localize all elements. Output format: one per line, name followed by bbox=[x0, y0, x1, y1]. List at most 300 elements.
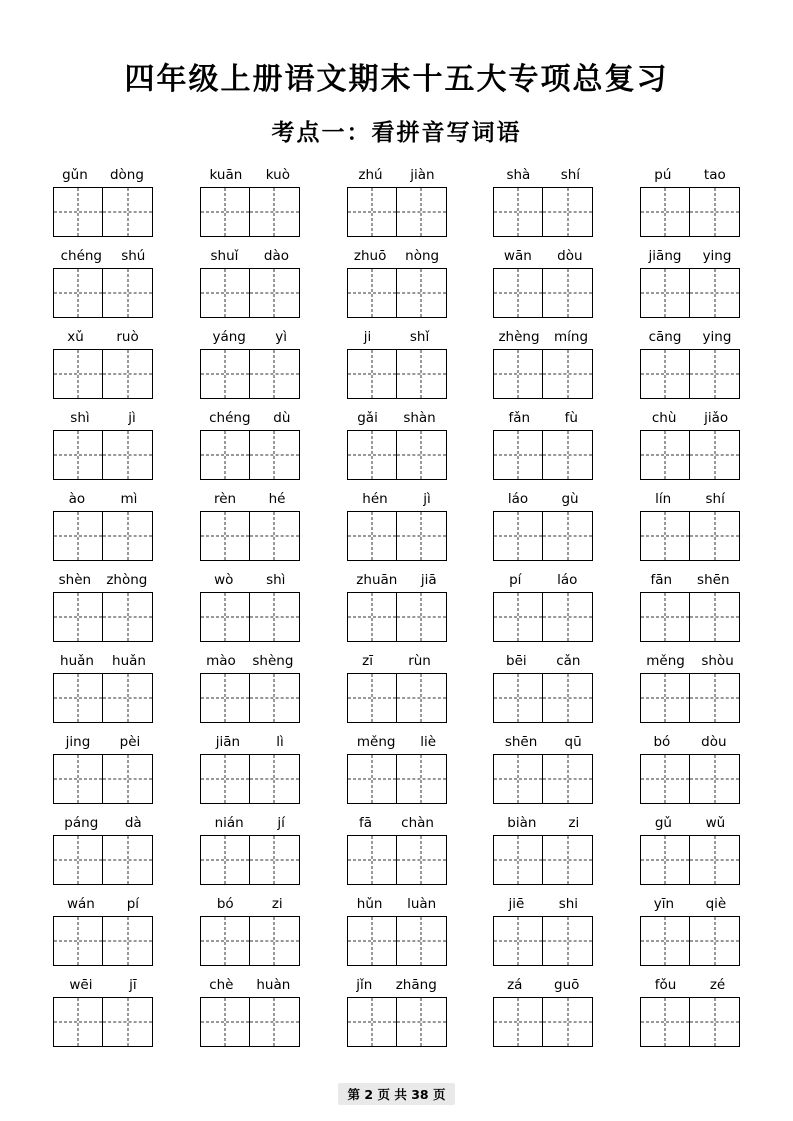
word-item bbox=[40, 732, 166, 804]
tianzige-pair[interactable] bbox=[53, 916, 153, 966]
pinyin-syllable: wēi bbox=[69, 977, 93, 993]
pinyin-syllable: bó bbox=[653, 734, 671, 750]
tianzige-box[interactable] bbox=[543, 511, 593, 561]
tianzige-pair[interactable] bbox=[200, 754, 300, 804]
tianzige-box[interactable] bbox=[347, 673, 397, 723]
tianzige-box[interactable] bbox=[250, 754, 300, 804]
pinyin-label bbox=[198, 651, 302, 671]
pinyin-syllable: pí bbox=[509, 572, 522, 588]
tianzige-box[interactable] bbox=[53, 835, 103, 885]
pinyin-syllable: hǔn bbox=[356, 896, 383, 912]
tianzige-pair[interactable] bbox=[200, 997, 300, 1047]
tianzige-box[interactable] bbox=[640, 430, 690, 480]
tianzige-box[interactable] bbox=[543, 349, 593, 399]
tianzige-pair[interactable] bbox=[347, 349, 447, 399]
word-item bbox=[627, 246, 753, 318]
tianzige-pair[interactable] bbox=[347, 430, 447, 480]
tianzige-box[interactable] bbox=[690, 754, 740, 804]
tianzige-pair[interactable] bbox=[53, 673, 153, 723]
pinyin-label bbox=[638, 651, 742, 671]
tianzige-pair[interactable] bbox=[493, 754, 593, 804]
pinyin-label bbox=[491, 165, 595, 185]
tianzige-pair[interactable] bbox=[53, 754, 153, 804]
tianzige-pair[interactable] bbox=[493, 268, 593, 318]
tianzige-box[interactable] bbox=[53, 511, 103, 561]
word-item bbox=[480, 813, 606, 885]
pinyin-label bbox=[491, 975, 595, 995]
tianzige-box[interactable] bbox=[397, 835, 447, 885]
pinyin-syllable: shú bbox=[121, 248, 146, 264]
pinyin-label bbox=[51, 732, 155, 752]
word-item bbox=[187, 732, 313, 804]
pinyin-syllable: hé bbox=[268, 491, 286, 507]
word-row bbox=[40, 246, 753, 318]
tianzige-pair[interactable] bbox=[493, 916, 593, 966]
tianzige-box[interactable] bbox=[690, 511, 740, 561]
tianzige-box[interactable] bbox=[493, 349, 543, 399]
tianzige-box[interactable] bbox=[347, 916, 397, 966]
tianzige-pair[interactable] bbox=[347, 835, 447, 885]
tianzige-box[interactable] bbox=[53, 997, 103, 1047]
footer-suffix: 页 bbox=[432, 1087, 446, 1102]
tianzige-box[interactable] bbox=[250, 997, 300, 1047]
tianzige-box[interactable] bbox=[347, 430, 397, 480]
tianzige-box[interactable] bbox=[397, 673, 447, 723]
tianzige-pair[interactable] bbox=[493, 673, 593, 723]
pinyin-syllable: shèng bbox=[252, 653, 294, 669]
tianzige-pair[interactable] bbox=[640, 916, 740, 966]
tianzige-box[interactable] bbox=[690, 349, 740, 399]
pinyin-syllable: jì bbox=[128, 410, 136, 426]
pinyin-syllable: gǔn bbox=[62, 167, 88, 183]
tianzige-box[interactable] bbox=[493, 268, 543, 318]
tianzige-box[interactable] bbox=[250, 349, 300, 399]
tianzige-box[interactable] bbox=[250, 592, 300, 642]
tianzige-box[interactable] bbox=[53, 349, 103, 399]
word-row bbox=[40, 489, 753, 561]
tianzige-box[interactable] bbox=[543, 997, 593, 1047]
tianzige-pair[interactable] bbox=[493, 835, 593, 885]
pinyin-syllable: páng bbox=[64, 815, 99, 831]
word-item bbox=[187, 246, 313, 318]
pinyin-syllable: fā bbox=[359, 815, 373, 831]
pinyin-label bbox=[491, 732, 595, 752]
word-item bbox=[334, 165, 460, 237]
tianzige-pair[interactable] bbox=[640, 754, 740, 804]
tianzige-pair[interactable] bbox=[640, 673, 740, 723]
pinyin-syllable: gǔ bbox=[654, 815, 672, 831]
word-row bbox=[40, 165, 753, 237]
tianzige-pair[interactable] bbox=[493, 187, 593, 237]
tianzige-box[interactable] bbox=[640, 754, 690, 804]
word-item bbox=[187, 165, 313, 237]
tianzige-box[interactable] bbox=[690, 187, 740, 237]
tianzige-box[interactable] bbox=[250, 916, 300, 966]
tianzige-pair[interactable] bbox=[200, 349, 300, 399]
pinyin-syllable: guō bbox=[554, 977, 580, 993]
pinyin-syllable: shì bbox=[266, 572, 286, 588]
pinyin-syllable: nòng bbox=[405, 248, 440, 264]
pinyin-syllable: biàn bbox=[507, 815, 537, 831]
tianzige-pair[interactable] bbox=[640, 187, 740, 237]
pinyin-label bbox=[345, 408, 449, 428]
tianzige-pair[interactable] bbox=[347, 997, 447, 1047]
pinyin-syllable: shàn bbox=[403, 410, 436, 426]
word-item bbox=[627, 327, 753, 399]
pinyin-syllable: yáng bbox=[212, 329, 246, 345]
tianzige-box[interactable] bbox=[397, 997, 447, 1047]
pinyin-label bbox=[638, 894, 742, 914]
tianzige-pair[interactable] bbox=[53, 592, 153, 642]
word-item bbox=[334, 732, 460, 804]
tianzige-box[interactable] bbox=[250, 430, 300, 480]
tianzige-pair[interactable] bbox=[493, 511, 593, 561]
tianzige-pair[interactable] bbox=[53, 349, 153, 399]
pinyin-syllable: shēn bbox=[697, 572, 730, 588]
pinyin-label bbox=[51, 813, 155, 833]
tianzige-box[interactable] bbox=[347, 997, 397, 1047]
tianzige-box[interactable] bbox=[200, 835, 250, 885]
pinyin-label bbox=[638, 489, 742, 509]
pinyin-syllable: jī bbox=[129, 977, 137, 993]
tianzige-pair[interactable] bbox=[200, 592, 300, 642]
tianzige-box[interactable] bbox=[640, 349, 690, 399]
pinyin-label bbox=[638, 975, 742, 995]
tianzige-box[interactable] bbox=[493, 835, 543, 885]
pinyin-syllable: cǎn bbox=[556, 653, 581, 669]
word-item bbox=[40, 651, 166, 723]
pinyin-syllable: shuǐ bbox=[210, 248, 239, 264]
pinyin-syllable: wān bbox=[503, 248, 532, 264]
tianzige-box[interactable] bbox=[250, 268, 300, 318]
tianzige-box[interactable] bbox=[250, 187, 300, 237]
pinyin-syllable: dù bbox=[273, 410, 291, 426]
word-item bbox=[40, 975, 166, 1047]
pinyin-syllable: mào bbox=[206, 653, 236, 669]
tianzige-box[interactable] bbox=[690, 268, 740, 318]
pinyin-syllable: qiè bbox=[705, 896, 727, 912]
tianzige-box[interactable] bbox=[250, 835, 300, 885]
tianzige-box[interactable] bbox=[690, 592, 740, 642]
pinyin-syllable: wò bbox=[214, 572, 234, 588]
word-item bbox=[40, 489, 166, 561]
tianzige-pair[interactable] bbox=[200, 916, 300, 966]
tianzige-pair[interactable] bbox=[640, 835, 740, 885]
tianzige-pair[interactable] bbox=[347, 592, 447, 642]
tianzige-pair[interactable] bbox=[200, 835, 300, 885]
section-subtitle: 考点一：看拼音写词语 bbox=[271, 120, 522, 145]
pinyin-syllable: huǎn bbox=[60, 653, 94, 669]
pinyin-syllable: zé bbox=[709, 977, 726, 993]
pinyin-syllable: rèn bbox=[214, 491, 237, 507]
tianzige-pair[interactable] bbox=[640, 511, 740, 561]
pinyin-label bbox=[345, 894, 449, 914]
tianzige-pair[interactable] bbox=[347, 187, 447, 237]
tianzige-box[interactable] bbox=[543, 916, 593, 966]
tianzige-box[interactable] bbox=[53, 268, 103, 318]
pinyin-syllable: zhú bbox=[358, 167, 383, 183]
tianzige-pair[interactable] bbox=[347, 673, 447, 723]
tianzige-box[interactable] bbox=[397, 592, 447, 642]
pinyin-label bbox=[51, 651, 155, 671]
tianzige-box[interactable] bbox=[103, 511, 153, 561]
tianzige-box[interactable] bbox=[200, 673, 250, 723]
pinyin-syllable: chè bbox=[209, 977, 234, 993]
tianzige-box[interactable] bbox=[53, 916, 103, 966]
pinyin-syllable: láo bbox=[557, 572, 578, 588]
tianzige-box[interactable] bbox=[347, 592, 397, 642]
pinyin-label bbox=[345, 975, 449, 995]
tianzige-box[interactable] bbox=[103, 268, 153, 318]
pinyin-label bbox=[198, 732, 302, 752]
pinyin-label bbox=[638, 570, 742, 590]
word-item bbox=[40, 570, 166, 642]
tianzige-box[interactable] bbox=[640, 511, 690, 561]
word-row bbox=[40, 327, 753, 399]
tianzige-box[interactable] bbox=[200, 997, 250, 1047]
pinyin-syllable: zi bbox=[271, 896, 283, 912]
tianzige-box[interactable] bbox=[53, 754, 103, 804]
footer-middle: 页 共 bbox=[377, 1087, 407, 1102]
pinyin-syllable: kuò bbox=[265, 167, 290, 183]
word-item bbox=[627, 894, 753, 966]
pinyin-syllable: fān bbox=[650, 572, 673, 588]
tianzige-box[interactable] bbox=[640, 673, 690, 723]
tianzige-box[interactable] bbox=[103, 349, 153, 399]
pinyin-label bbox=[638, 327, 742, 347]
pinyin-syllable: luàn bbox=[407, 896, 437, 912]
pinyin-syllable: láo bbox=[507, 491, 529, 507]
pinyin-label bbox=[345, 570, 449, 590]
tianzige-pair[interactable] bbox=[640, 268, 740, 318]
tianzige-box[interactable] bbox=[53, 673, 103, 723]
pinyin-label bbox=[345, 651, 449, 671]
pinyin-syllable: jiǎo bbox=[704, 410, 729, 426]
pinyin-label bbox=[51, 165, 155, 185]
tianzige-pair[interactable] bbox=[200, 430, 300, 480]
tianzige-pair[interactable] bbox=[200, 673, 300, 723]
tianzige-pair[interactable] bbox=[53, 997, 153, 1047]
pinyin-syllable: ào bbox=[68, 491, 86, 507]
tianzige-pair[interactable] bbox=[493, 430, 593, 480]
word-row bbox=[40, 732, 753, 804]
pinyin-syllable: ji bbox=[363, 329, 372, 345]
word-item bbox=[40, 327, 166, 399]
tianzige-pair[interactable] bbox=[200, 187, 300, 237]
pinyin-syllable: zī bbox=[362, 653, 373, 669]
tianzige-pair[interactable] bbox=[493, 592, 593, 642]
tianzige-box[interactable] bbox=[103, 997, 153, 1047]
tianzige-box[interactable] bbox=[640, 187, 690, 237]
pinyin-syllable: rùn bbox=[408, 653, 431, 669]
tianzige-box[interactable] bbox=[543, 430, 593, 480]
tianzige-box[interactable] bbox=[250, 511, 300, 561]
tianzige-box[interactable] bbox=[347, 187, 397, 237]
pinyin-label bbox=[51, 570, 155, 590]
tianzige-box[interactable] bbox=[347, 268, 397, 318]
tianzige-pair[interactable] bbox=[640, 349, 740, 399]
pinyin-label bbox=[198, 327, 302, 347]
pinyin-syllable: shi bbox=[558, 896, 579, 912]
pinyin-label bbox=[198, 813, 302, 833]
tianzige-box[interactable] bbox=[103, 673, 153, 723]
tianzige-box[interactable] bbox=[690, 430, 740, 480]
tianzige-pair[interactable] bbox=[640, 430, 740, 480]
word-item bbox=[40, 408, 166, 480]
tianzige-box[interactable] bbox=[543, 268, 593, 318]
pinyin-syllable: ruò bbox=[116, 329, 139, 345]
tianzige-box[interactable] bbox=[347, 835, 397, 885]
tianzige-box[interactable] bbox=[493, 511, 543, 561]
tianzige-box[interactable] bbox=[543, 592, 593, 642]
pinyin-label bbox=[51, 246, 155, 266]
pinyin-label bbox=[345, 732, 449, 752]
tianzige-box[interactable] bbox=[103, 754, 153, 804]
tianzige-box[interactable] bbox=[493, 997, 543, 1047]
tianzige-box[interactable] bbox=[543, 754, 593, 804]
tianzige-pair[interactable] bbox=[53, 187, 153, 237]
tianzige-box[interactable] bbox=[200, 187, 250, 237]
tianzige-box[interactable] bbox=[200, 430, 250, 480]
tianzige-box[interactable] bbox=[640, 835, 690, 885]
pinyin-label bbox=[345, 489, 449, 509]
tianzige-pair[interactable] bbox=[53, 511, 153, 561]
tianzige-box[interactable] bbox=[493, 187, 543, 237]
tianzige-box[interactable] bbox=[543, 187, 593, 237]
tianzige-pair[interactable] bbox=[347, 916, 447, 966]
pinyin-syllable: yì bbox=[275, 329, 288, 345]
tianzige-box[interactable] bbox=[347, 754, 397, 804]
tianzige-box[interactable] bbox=[200, 349, 250, 399]
tianzige-box[interactable] bbox=[200, 916, 250, 966]
tianzige-box[interactable] bbox=[493, 673, 543, 723]
tianzige-box[interactable] bbox=[250, 673, 300, 723]
pinyin-syllable: cāng bbox=[648, 329, 682, 345]
pinyin-label bbox=[345, 813, 449, 833]
word-item bbox=[627, 408, 753, 480]
tianzige-box[interactable] bbox=[103, 835, 153, 885]
tianzige-pair[interactable] bbox=[53, 430, 153, 480]
word-item bbox=[480, 327, 606, 399]
tianzige-box[interactable] bbox=[640, 592, 690, 642]
pinyin-syllable: shì bbox=[70, 410, 90, 426]
tianzige-box[interactable] bbox=[103, 592, 153, 642]
footer-prefix: 第 bbox=[347, 1087, 361, 1102]
tianzige-box[interactable] bbox=[690, 835, 740, 885]
pinyin-syllable: bó bbox=[216, 896, 234, 912]
word-item bbox=[334, 246, 460, 318]
tianzige-box[interactable] bbox=[397, 511, 447, 561]
pinyin-label bbox=[198, 975, 302, 995]
tianzige-box[interactable] bbox=[640, 997, 690, 1047]
tianzige-box[interactable] bbox=[640, 268, 690, 318]
tianzige-pair[interactable] bbox=[493, 997, 593, 1047]
tianzige-pair[interactable] bbox=[640, 592, 740, 642]
tianzige-pair[interactable] bbox=[493, 349, 593, 399]
pinyin-syllable: měng bbox=[356, 734, 396, 750]
tianzige-pair[interactable] bbox=[640, 997, 740, 1047]
tianzige-box[interactable] bbox=[347, 349, 397, 399]
pinyin-label bbox=[638, 246, 742, 266]
tianzige-box[interactable] bbox=[53, 187, 103, 237]
tianzige-box[interactable] bbox=[397, 268, 447, 318]
tianzige-box[interactable] bbox=[543, 835, 593, 885]
pinyin-syllable: shèn bbox=[58, 572, 92, 588]
tianzige-box[interactable] bbox=[53, 430, 103, 480]
tianzige-box[interactable] bbox=[103, 916, 153, 966]
pinyin-syllable: chàn bbox=[401, 815, 434, 831]
pinyin-label bbox=[51, 327, 155, 347]
word-item bbox=[334, 975, 460, 1047]
tianzige-box[interactable] bbox=[347, 511, 397, 561]
tianzige-pair[interactable] bbox=[200, 511, 300, 561]
tianzige-box[interactable] bbox=[397, 754, 447, 804]
pinyin-syllable: pú bbox=[654, 167, 672, 183]
pinyin-syllable: chéng bbox=[60, 248, 103, 264]
tianzige-box[interactable] bbox=[103, 187, 153, 237]
tianzige-box[interactable] bbox=[200, 592, 250, 642]
pinyin-syllable: jiàn bbox=[410, 167, 435, 183]
tianzige-pair[interactable] bbox=[200, 268, 300, 318]
word-item bbox=[334, 813, 460, 885]
tianzige-box[interactable] bbox=[543, 673, 593, 723]
tianzige-box[interactable] bbox=[690, 916, 740, 966]
tianzige-box[interactable] bbox=[397, 349, 447, 399]
pinyin-label bbox=[51, 408, 155, 428]
tianzige-box[interactable] bbox=[397, 187, 447, 237]
pinyin-syllable: jí bbox=[277, 815, 285, 831]
pinyin-label bbox=[198, 894, 302, 914]
word-item bbox=[187, 813, 313, 885]
tianzige-box[interactable] bbox=[690, 673, 740, 723]
word-item bbox=[480, 732, 606, 804]
tianzige-box[interactable] bbox=[103, 430, 153, 480]
pinyin-syllable: kuān bbox=[209, 167, 243, 183]
tianzige-pair[interactable] bbox=[53, 268, 153, 318]
tianzige-pair[interactable] bbox=[347, 268, 447, 318]
tianzige-pair[interactable] bbox=[347, 511, 447, 561]
pinyin-syllable: liè bbox=[420, 734, 437, 750]
tianzige-box[interactable] bbox=[200, 511, 250, 561]
tianzige-box[interactable] bbox=[200, 754, 250, 804]
pinyin-label bbox=[198, 246, 302, 266]
tianzige-box[interactable] bbox=[397, 916, 447, 966]
pinyin-syllable: fǒu bbox=[654, 977, 677, 993]
pinyin-syllable: ying bbox=[702, 329, 732, 345]
pinyin-label bbox=[51, 975, 155, 995]
pinyin-syllable: ying bbox=[702, 248, 732, 264]
pinyin-label bbox=[51, 489, 155, 509]
tianzige-box[interactable] bbox=[200, 268, 250, 318]
tianzige-pair[interactable] bbox=[53, 835, 153, 885]
tianzige-box[interactable] bbox=[690, 997, 740, 1047]
tianzige-box[interactable] bbox=[640, 916, 690, 966]
word-item bbox=[480, 570, 606, 642]
pinyin-label bbox=[198, 165, 302, 185]
tianzige-box[interactable] bbox=[493, 916, 543, 966]
word-item bbox=[334, 408, 460, 480]
pinyin-syllable: jing bbox=[65, 734, 91, 750]
tianzige-box[interactable] bbox=[397, 430, 447, 480]
tianzige-box[interactable] bbox=[493, 754, 543, 804]
tianzige-box[interactable] bbox=[53, 592, 103, 642]
pinyin-syllable: jiāng bbox=[648, 248, 682, 264]
tianzige-box[interactable] bbox=[493, 592, 543, 642]
pinyin-syllable: gǎi bbox=[357, 410, 378, 426]
pinyin-syllable: zhòng bbox=[106, 572, 148, 588]
tianzige-pair[interactable] bbox=[347, 754, 447, 804]
tianzige-box[interactable] bbox=[493, 430, 543, 480]
